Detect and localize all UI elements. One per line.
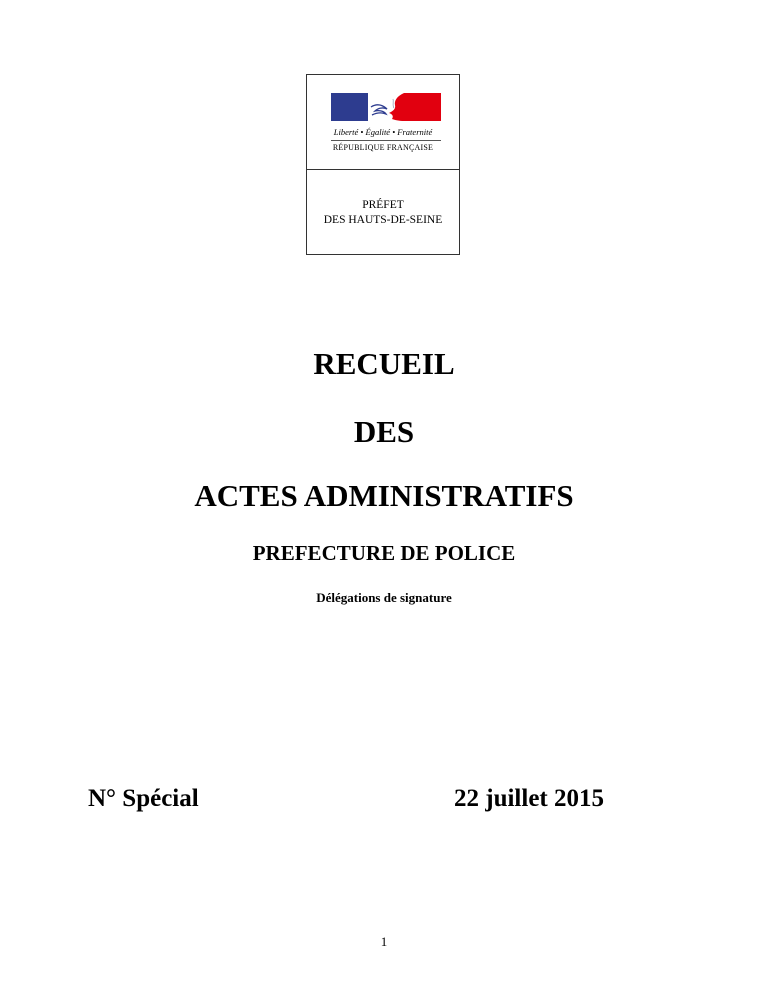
page-number: 1 <box>380 934 388 949</box>
marianne-flag-icon <box>331 93 441 121</box>
title-recueil: RECUEIL <box>313 346 455 381</box>
issue-date: 22 juillet 2015 <box>454 785 604 812</box>
title-des: DES <box>353 414 415 449</box>
motto-text: Liberté • Égalité • Fraternité <box>333 127 433 137</box>
authority-heading: PREFECTURE DE POLICE <box>252 541 516 565</box>
prefet-line-2: DES HAUTS-DE-SEINE <box>323 214 443 226</box>
issue-number: N° Spécial <box>88 785 199 812</box>
prefet-line-1: PRÉFET <box>362 199 404 211</box>
title-actes-administratifs: ACTES ADMINISTRATIFS <box>194 478 574 513</box>
logo-divider <box>331 140 441 141</box>
prefecture-logo <box>306 74 460 255</box>
prefet-label <box>307 198 459 228</box>
subject-heading: Délégations de signature <box>316 590 452 605</box>
republic-text: RÉPUBLIQUE FRANÇAISE <box>332 143 434 152</box>
marianne-logo <box>307 75 459 170</box>
